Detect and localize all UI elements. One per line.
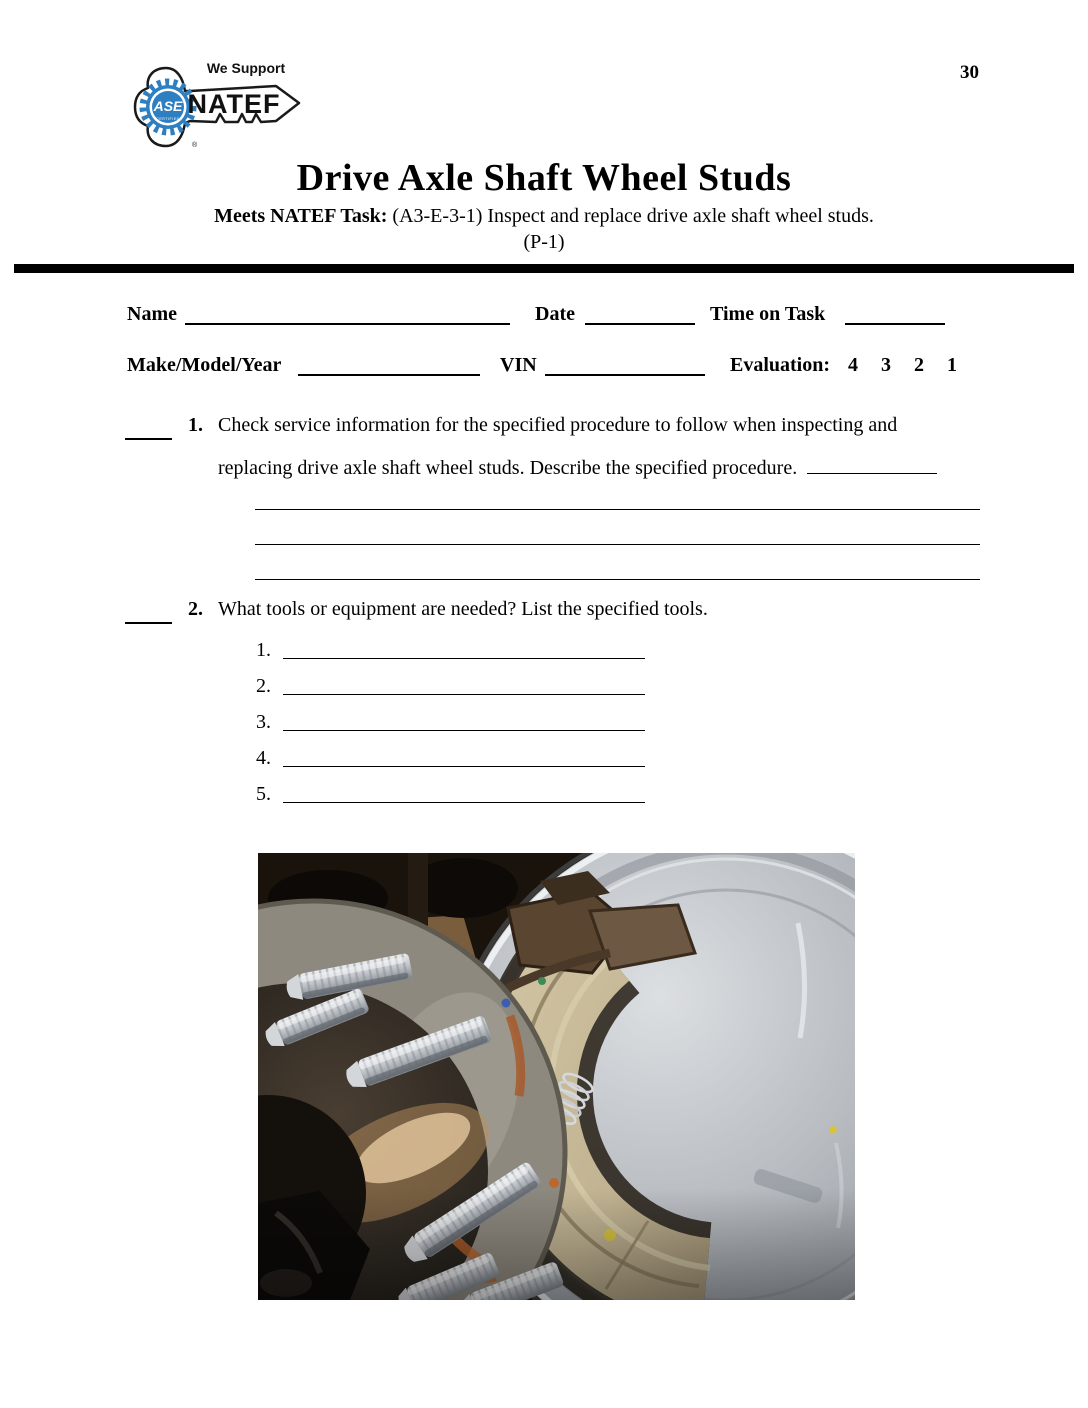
q2-number: 2. (188, 598, 203, 620)
date-blank (585, 303, 695, 325)
ase-gear-subtext: CERTIFIED (156, 117, 180, 121)
q1-answer-line-2 (255, 524, 980, 545)
q1-answer-line-3 (255, 559, 980, 580)
evaluation-score-4: 4 (848, 354, 858, 376)
name-label: Name (127, 303, 177, 325)
tool-item-number-1: 1. (256, 639, 271, 661)
q2-text: What tools or equipment are needed? List the specified tools. (218, 598, 708, 620)
tool-item-blank-4 (283, 746, 645, 767)
priority-code: (P-1) (523, 231, 565, 253)
q2-checkoff-blank (125, 602, 172, 624)
tool-item-number-2: 2. (256, 675, 271, 697)
tool-item-number-5: 5. (256, 783, 271, 805)
evaluation-label: Evaluation: (730, 354, 831, 376)
drive-axle-hub-photo (258, 853, 855, 1300)
logo-org-text: NATEF (187, 89, 281, 119)
natef-task-line (0, 205, 1088, 228)
q1-inline-answer-blank (807, 455, 937, 474)
task-label: Meets NATEF Task: (214, 205, 388, 227)
photo-vignette (258, 853, 855, 1300)
ase-gear-text: ASE (153, 98, 183, 114)
logo-support-text: We Support (206, 60, 286, 76)
natef-logo (128, 55, 306, 151)
make-model-year-label: Make/Model/Year (127, 354, 282, 376)
q1-text-line2-span: replacing drive axle shaft wheel studs. Describe the specified procedure. (218, 457, 798, 479)
q1-text-line1: Check service information for the specified procedure to follow when inspecting and (218, 414, 898, 436)
q1-checkoff-blank (125, 418, 172, 440)
tool-item-blank-3 (283, 710, 645, 731)
tool-item-number-3: 3. (256, 711, 271, 733)
page-number: 30 (960, 62, 979, 83)
evaluation-score-2: 2 (914, 354, 924, 376)
tool-item-blank-2 (283, 674, 645, 695)
make-model-year-blank (298, 354, 480, 376)
vin-label: VIN (500, 354, 537, 376)
q1-answer-line-1 (255, 489, 980, 510)
tool-item-number-4: 4. (256, 747, 271, 769)
evaluation-score-1: 1 (947, 354, 957, 376)
q1-number: 1. (188, 414, 203, 436)
time-on-task-blank (845, 303, 945, 325)
time-on-task-label: Time on Task (710, 303, 826, 325)
tool-item-blank-5 (283, 782, 645, 803)
tool-item-blank-1 (283, 638, 645, 659)
hub-photo-illustration (258, 853, 855, 1300)
registered-mark: ® (192, 142, 198, 149)
vin-blank (545, 354, 705, 376)
q1-text (218, 414, 978, 496)
header-divider (14, 264, 1074, 273)
date-label: Date (535, 303, 575, 325)
page-title: Drive Axle Shaft Wheel Studs (296, 157, 792, 199)
natef-key-logo-icon (128, 55, 306, 151)
name-blank (185, 303, 510, 325)
evaluation-score-3: 3 (881, 354, 891, 376)
task-text: (A3-E-3-1) Inspect and replace drive axle shaft wheel studs. (387, 205, 874, 227)
